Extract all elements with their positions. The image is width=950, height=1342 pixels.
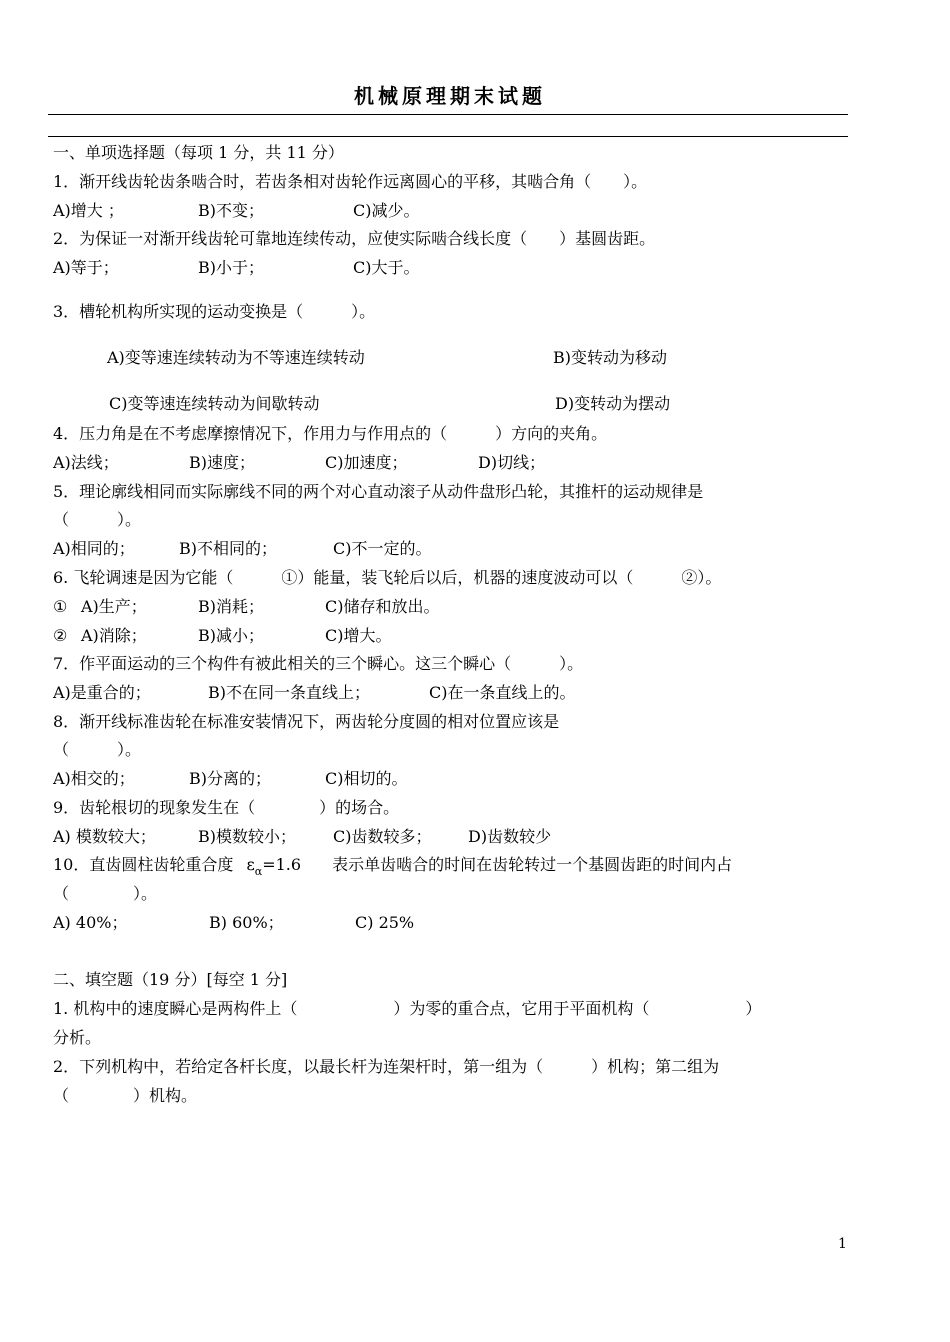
- q4-stem: 4．压力角是在不考虑摩擦情况下，作用力与作用点的（ ）方向的夹角。: [53, 424, 608, 443]
- q6-1-option-c: C)储存和放出。: [325, 597, 440, 616]
- q8-option-a: A)相交的；: [53, 769, 135, 788]
- q1-option-a: A)增大 ；: [53, 201, 124, 220]
- section1-heading: 一、单项选择题（每项 1 分，共 11 分）: [53, 143, 344, 162]
- q6-2-option-a: A)消除；: [81, 626, 147, 645]
- q2-option-b: B)小于；: [198, 258, 265, 277]
- q6-2-option-c: C)增大。: [325, 626, 392, 645]
- q6-1-option-b: B)消耗；: [198, 597, 265, 616]
- q3-option-a: A)变等速连续转动为不等速连续转动: [107, 348, 365, 367]
- q7-option-b: B)不在同一条直线上；: [208, 683, 371, 702]
- q10-stem-post: 表示单齿啮合的时间在齿轮转过一个基圆齿距的时间内占: [332, 855, 733, 874]
- q4-option-c: C)加速度；: [325, 453, 408, 472]
- s2-q2-stem-cont: （ ）机构。: [53, 1086, 198, 1105]
- q6-stem: 6. 飞轮调速是因为它能（ ①）能量，装飞轮后以后，机器的速度波动可以（ ②）。: [53, 568, 722, 587]
- q10-epsilon-sub: α: [254, 865, 263, 878]
- q2-stem: 2．为保证一对渐开线齿轮可靠地连续传动，应使实际啮合线长度（ ）基圆齿距。: [53, 229, 656, 248]
- q3-option-b: B)变转动为移动: [553, 348, 668, 367]
- q5-option-c: C)不一定的。: [333, 539, 432, 558]
- q8-stem-cont: （ ）。: [53, 740, 142, 759]
- page-title: 机械原理期末试题: [354, 84, 546, 108]
- q1-option-b: B)不变；: [198, 201, 265, 220]
- q5-stem: 5．理论廓线相同而实际廓线不同的两个对心直动滚子从动件盘形凸轮，其推杆的运动规律是: [53, 482, 704, 501]
- q10-epsilon: ε: [246, 855, 255, 874]
- q3-option-c: C)变等速连续转动为间歇转动: [109, 394, 320, 413]
- q1-option-c: C)减少。: [353, 201, 420, 220]
- q3-stem: 3．槽轮机构所实现的运动变换是（ ）。: [53, 302, 376, 321]
- q8-stem: 8．渐开线标准齿轮在标准安装情况下，两齿轮分度圆的相对位置应该是: [53, 712, 560, 731]
- q9-option-c: C)齿数较多；: [333, 827, 432, 846]
- s2-q2-stem: 2．下列机构中，若给定各杆长度，以最长杆为连架杆时，第一组为（ ）机构；第二组为: [53, 1057, 720, 1076]
- section2-heading: 二、填空题（19 分）[每空 1 分]: [53, 970, 288, 989]
- q6-1-option-a: A)生产；: [81, 597, 147, 616]
- q10-stem: [53, 855, 853, 877]
- s2-q1-stem-cont: 分析。: [53, 1028, 102, 1047]
- q9-option-a: A) 模数较大；: [53, 827, 156, 846]
- q7-stem: 7．作平面运动的三个构件有被此相关的三个瞬心。这三个瞬心（ ）。: [53, 654, 584, 673]
- page-number: 1: [838, 1236, 847, 1252]
- q10-stem-pre: 10．直齿圆柱齿轮重合度: [53, 855, 234, 874]
- q10-stem-cont: （ ）。: [53, 884, 158, 903]
- q2-option-c: C)大于。: [353, 258, 420, 277]
- q2-option-a: A)等于；: [53, 258, 119, 277]
- q9-option-b: B)模数较小；: [198, 827, 297, 846]
- q1-stem: 1．渐开线齿轮齿条啮合时，若齿条相对齿轮作远离圆心的平移，其啮合角（ ）。: [53, 172, 648, 191]
- s2-q1-stem: 1. 机构中的速度瞬心是两构件上（ ）为零的重合点，它用于平面机构（ ）: [53, 999, 762, 1018]
- q3-option-d: D)变转动为摆动: [555, 394, 671, 413]
- q10-option-b: B) 60%；: [209, 913, 284, 932]
- q10-option-c: C) 25%: [355, 913, 415, 932]
- q5-stem-cont: （ ）。: [53, 510, 142, 529]
- q4-option-a: A)法线；: [53, 453, 119, 472]
- title-rule-top: [48, 114, 848, 115]
- q10-option-a: A) 40%；: [53, 913, 128, 932]
- title-rule-bottom: [48, 136, 848, 137]
- q6-marker-1: ①: [53, 597, 68, 616]
- q5-option-a: A)相同的；: [53, 539, 135, 558]
- q4-option-b: B)速度；: [189, 453, 256, 472]
- q10-epsilon-value: =1.6: [262, 855, 302, 874]
- q7-option-a: A)是重合的；: [53, 683, 151, 702]
- q5-option-b: B)不相同的；: [179, 539, 278, 558]
- q8-option-c: C)相切的。: [325, 769, 408, 788]
- q9-option-d: D)齿数较少: [468, 827, 552, 846]
- q6-marker-2: ②: [53, 626, 68, 645]
- q8-option-b: B)分离的；: [189, 769, 272, 788]
- q6-2-option-b: B)减小；: [198, 626, 265, 645]
- q7-option-c: C)在一条直线上的。: [429, 683, 576, 702]
- q9-stem: 9．齿轮根切的现象发生在（ ）的场合。: [53, 798, 400, 817]
- q4-option-d: D)切线；: [478, 453, 546, 472]
